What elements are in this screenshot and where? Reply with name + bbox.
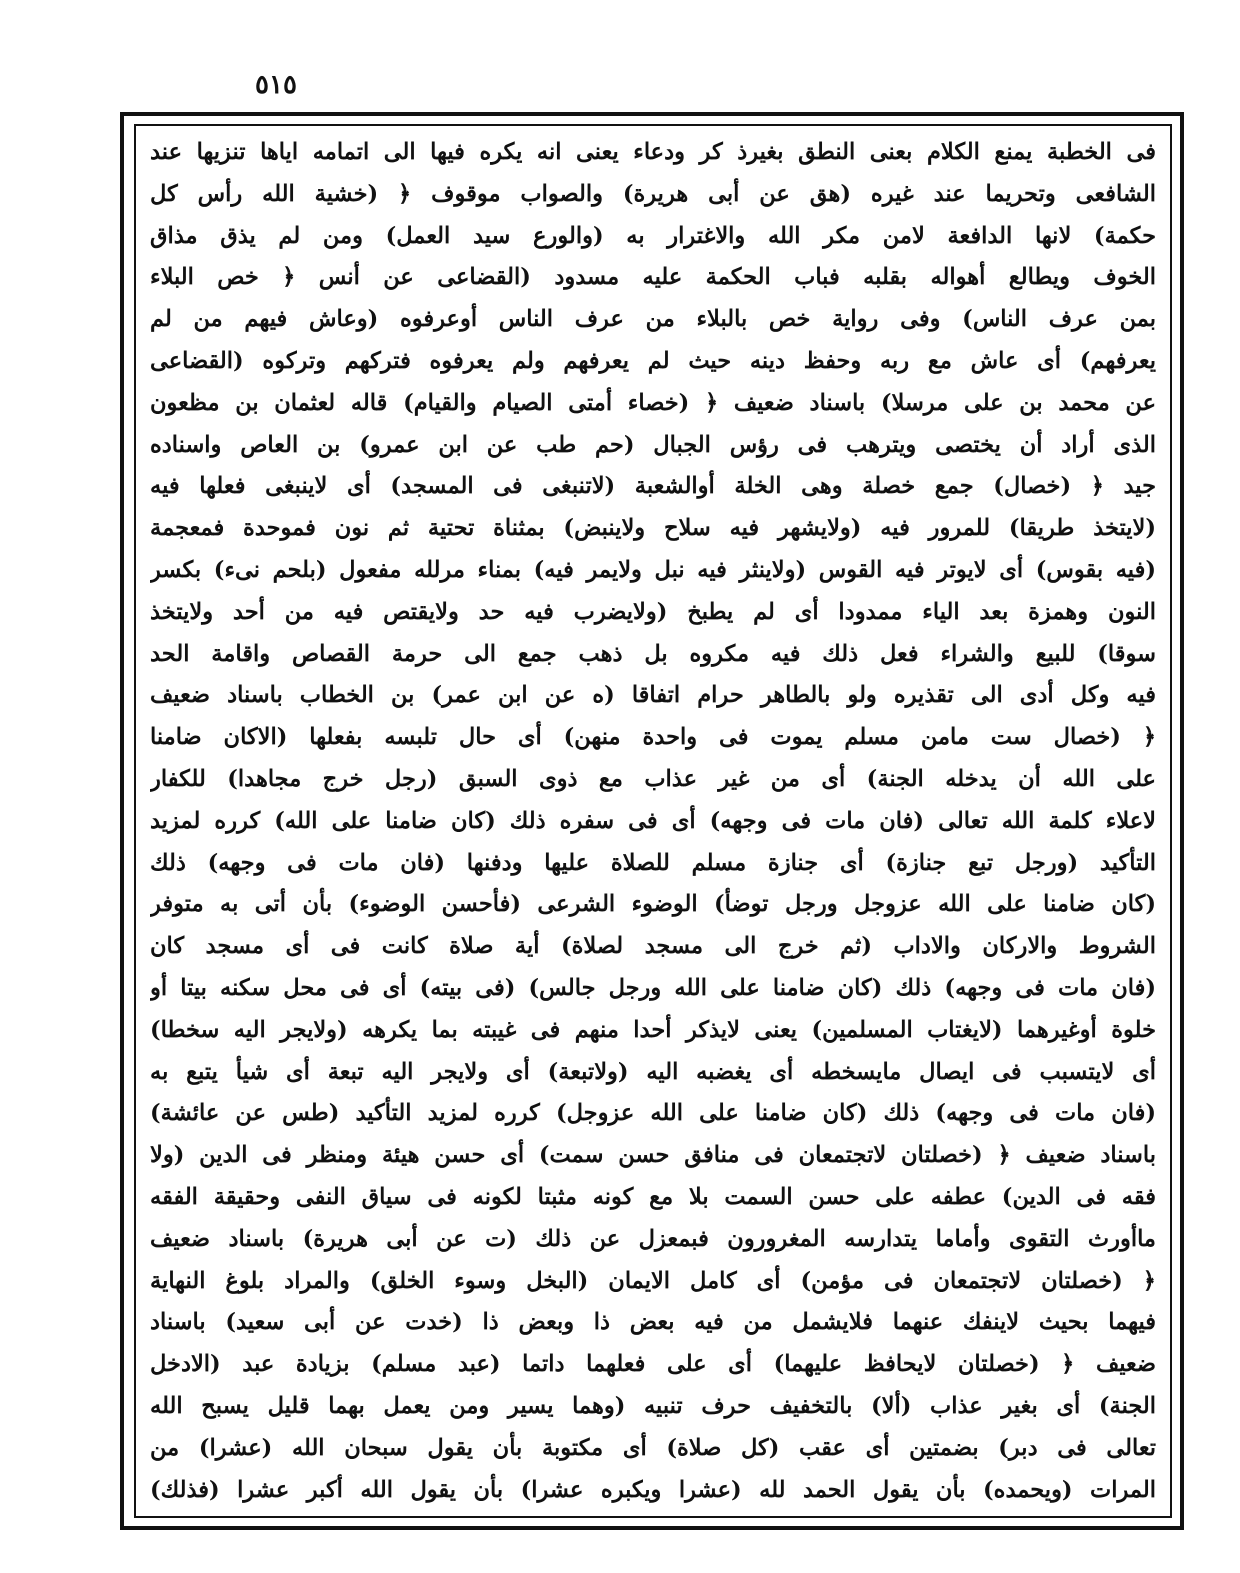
text-line: ﴿ (خصال ست مامن مسلم يموت فى واحدة منهن) أى حال تلبسه بفعلها (الاكان ضامنا bbox=[150, 724, 1156, 751]
text-line: يعرفهم) أى عاش مع ربه وحفظ دينه حيث لم يعرفهم ولم يعرفوه فتركهم وتركوه (القضاعى bbox=[150, 347, 1156, 374]
text-line: تعالى فى دبر) بضمتين أى عقب (كل صلاة) أى مكتوبة بأن يقول سبحان الله (عشرا) من bbox=[150, 1434, 1156, 1461]
text-line: الذى أراد أن يختصى ويترهب فى رؤس الجبال (حم طب عن ابن عمرو) بن العاص واسناده bbox=[150, 431, 1156, 458]
text-line: فى الخطبة يمنع الكلام بعنى النطق بغيرذ كر ودعاء يعنى انه يكره فيها الى اتمامه اياها تنزيها عند bbox=[150, 139, 1156, 165]
text-line: الجنة) أى بغير عذاب (ألا) بالتخفيف حرف تنبيه (وهما يسير ومن يعمل بهما قليل يسبح الله bbox=[150, 1392, 1156, 1419]
text-line: أى لايتسبب فى ايصال مايسخطه أى يغضبه اليه (ولاتبعة) أى ولايجر اليه تبعة أى شيأ يتبع به bbox=[150, 1058, 1156, 1085]
text-line: لاعلاء كلمة الله تعالى (فان مات فى وجهه) أى فى سفره ذلك (كان ضامنا على الله) كرره لمزيد bbox=[150, 807, 1156, 834]
text-line: بمن عرف الناس) وفى رواية خص بالبلاء من عرف الناس أوعرفوه (وعاش فيهم من لم bbox=[150, 306, 1156, 333]
text-line: خلوة أوغيرهما (لايغتاب المسلمين) يعنى لايذكر أحدا منهم فى غيبته بما يكرهه (ولايجر اليه سخطا) bbox=[150, 1016, 1156, 1043]
text-line: عن محمد بن على مرسلا) باسناد ضعيف ﴿ (خصاء أمتى الصيام والقيام) قاله لعثمان بن مظعون bbox=[150, 389, 1156, 416]
page-border-inner bbox=[134, 124, 1172, 1518]
text-line: ضعيف ﴿ (خصلتان لايحافظ عليهما) أى على فعلهما داتما (عبد مسلم) بزيادة عبد (الادخل bbox=[150, 1351, 1156, 1378]
text-line: فيهما بحيث لاينفك عنهما فلايشمل من فيه بعض ذا وبعض ذا (خدت عن أبى سعيد) باسناد bbox=[150, 1309, 1156, 1336]
text-line: (فان مات فى وجهه) ذلك (كان ضامنا على الله ورجل جالس) (فى بيته) أى فى محل سكنه بيتا أو bbox=[150, 974, 1156, 1001]
text-line: النون وهمزة بعد الياء ممدودا أى لم يطبخ (ولايضرب فيه حد ولايقتص فيه من أحد ولايتخذ bbox=[150, 598, 1156, 625]
text-line: الخوف ويطالع أهواله بقلبه فباب الحكمة عليه مسدود (القضاعى عن أنس ﴿ خص البلاء bbox=[150, 264, 1156, 291]
text-line: (لايتخذ طريقا) للمرور فيه (ولايشهر فيه سلاح ولاينبض) بمثناة تحتية ثم نون فموحدة فمعجمة bbox=[150, 515, 1156, 542]
text-line: (كان ضامنا على الله عزوجل ورجل توضأ) الوضوء الشرعى (فأحسن الوضوء) بأن أتى به متوفر bbox=[150, 891, 1156, 918]
text-line: المرات (ويحمده) بأن يقول الحمد لله (عشرا ويكبره عشرا) بأن يقول الله أكبر عشرا (فذلك) bbox=[150, 1476, 1156, 1503]
text-line: (فان مات فى وجهه) ذلك (كان ضامنا على الله عزوجل) كرره لمزيد التأكيد (طس عن عائشة) bbox=[150, 1100, 1156, 1127]
text-line: (فيه بقوس) أى لايوتر فيه القوس (ولاينثر فيه نبل ولايمر فيه) بمناء مرلله مفعول (بلحم نىء) بكسر bbox=[150, 556, 1156, 583]
text-line: الشافعى وتحريما عند غيره (هق عن أبى هريرة) والصواب موقوف ﴿ (خشية الله رأس كل bbox=[150, 180, 1156, 207]
text-line: الشروط والاركان والاداب (ثم خرج الى مسجد لصلاة) أية صلاة كانت فى أى مسجد كان bbox=[150, 933, 1156, 960]
text-line: جيد ﴿ (خصال) جمع خصلة وهى الخلة أوالشعبة (لاتنبغى فى المسجد) أى لاينبغى فعلها فيه bbox=[150, 473, 1156, 500]
text-line: التأكيد (ورجل تبع جنازة) أى جنازة مسلم للصلاة عليها ودفنها (فان مات فى وجهه) ذلك bbox=[150, 849, 1156, 876]
text-line: باسناد ضعيف ﴿ (خصلتان لاتجتمعان فى منافق حسن سمت) أى حسن هيئة ومنظر فى الدين (ولا bbox=[150, 1142, 1156, 1169]
page-number: ٥١٥ bbox=[255, 70, 297, 100]
text-line: ﴿ (خصلتان لاتجتمعان فى مؤمن) أى كامل الايمان (البخل وسوء الخلق) والمراد بلوغ النهاية bbox=[150, 1267, 1156, 1294]
text-line: على الله أن يدخله الجنة) أى من غير عذاب مع ذوى السبق (رجل خرج مجاهدا) للكفار bbox=[150, 765, 1156, 792]
text-body bbox=[150, 132, 1156, 1516]
text-line: سوقا) للبيع والشراء فعل ذلك فيه مكروه بل ذهب جمع الى حرمة القصاص واقامة الحد bbox=[150, 640, 1156, 667]
text-line: حكمة) لانها الدافعة لامن مكر الله والاغترار به (والورع سيد العمل) ومن لم يذق مذاق bbox=[150, 222, 1156, 249]
text-line: فقه فى الدين) عطفه على حسن السمت بلا مع كونه مثبتا لكونه فى سياق النفى وحقيقة الفقه bbox=[150, 1183, 1156, 1210]
text-line: فيه وكل أدى الى تقذيره ولو بالطاهر حرام اتفاقا (ه عن ابن عمر) بن الخطاب باسناد ضعيف bbox=[150, 682, 1156, 709]
text-line: ماأورث التقوى وأماما يتدارسه المغرورون فبمعزل عن ذلك (ت عن أبى هريرة) باسناد ضعيف bbox=[150, 1225, 1156, 1252]
